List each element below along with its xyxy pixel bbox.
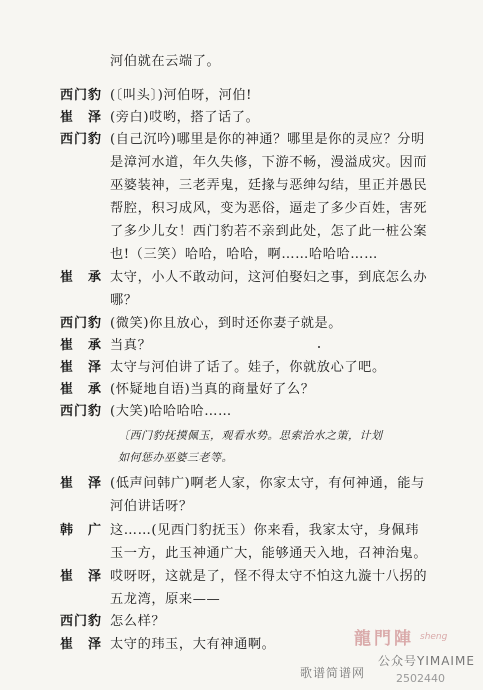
speaker-name: 崔 泽	[60, 637, 103, 652]
speaker-name: 崔 泽	[60, 360, 103, 375]
speaker-name: 崔 承	[60, 338, 103, 353]
dialogue-line: 哪？	[110, 293, 138, 308]
dialogue-line: 也!（三笑）哈哈，哈哈，啊……哈哈哈……	[110, 247, 378, 262]
speaker-name: 崔 承	[60, 382, 103, 397]
watermark-account: 公众号YIMAIME	[378, 654, 475, 668]
speaker-name: 西门豹	[60, 614, 103, 629]
dialogue-line: (自己沉吟)哪里是你的神通？哪里是你的灵应？分明	[110, 132, 425, 147]
watermark-id: 2502440	[396, 672, 445, 685]
dialogue-line: 是漳河水道，年久失修，下游不畅，漫溢成灾。因而	[110, 155, 428, 170]
dialogue-line: 河伯讲话呀？	[110, 499, 193, 514]
dialogue-line: (怀疑地自语)当真的商量好了么？	[110, 382, 315, 397]
speaker-name: 西门豹	[60, 404, 103, 419]
dialogue-line: (旁白)哎哟，搭了话了。	[110, 110, 260, 125]
speaker-name: 崔 承	[60, 270, 103, 285]
dialogue-line: 当真？	[110, 338, 152, 353]
dialogue-line: 巫婆装神，三老弄鬼，廷掾与恶绅勾结，里正并愚民	[110, 178, 428, 193]
speaker-name: 韩 广	[60, 523, 103, 538]
speaker-name: 崔 泽	[60, 110, 103, 125]
speaker-name: 崔 泽	[60, 569, 103, 584]
watermark-caption: 歌谱简谱网	[300, 666, 366, 680]
dialogue-line: 五龙湾，原来——	[110, 592, 221, 607]
dialogue-line: 这……(见西门豹抚玉）你来看，我家太守，身佩玮	[110, 523, 420, 538]
speaker-name: 崔 泽	[60, 476, 103, 491]
dialogue-line: (大笑)哈哈哈哈……	[110, 404, 232, 419]
stage-direction: 〔西门豹抚摸佩玉，观看水势。思索治水之策，计划	[118, 429, 383, 442]
dialogue-line: 太守的玮玉，大有神通啊。	[110, 637, 276, 652]
dialogue-line: 了多少儿女！西门豹若不亲到此处，怎了此一桩公案	[110, 224, 428, 239]
dialogue-line: 玉一方，此玉神通广大，能够通天入地，召神治鬼。	[110, 546, 428, 561]
speaker-name: 西门豹	[60, 316, 103, 331]
dialogue-line: (〔叫头〕)河伯呀，河伯!	[110, 88, 253, 103]
dialogue-line: 怎么样？	[110, 614, 166, 629]
ink-speck	[318, 346, 320, 348]
speaker-name: 西门豹	[60, 88, 103, 103]
dialogue-line: 帮腔，积习成风，变为恶俗，逼走了多少百姓，害死	[110, 201, 428, 216]
watermark-logo-sub: sheng	[420, 632, 448, 642]
dialogue-line: 河伯就在云端了。	[110, 54, 221, 69]
stage-direction: 如何惩办巫婆三老等。	[118, 451, 233, 464]
dialogue-line: 哎呀呀，这就是了，怪不得太守不怕这九漩十八拐的	[110, 569, 428, 584]
dialogue-line: (低声问韩广)啊老人家，你家太守，有何神通，能与	[110, 476, 425, 491]
dialogue-line: (微笑)你且放心，到时还你妻子就是。	[110, 316, 343, 331]
dialogue-line: 太守与河伯讲了话了。娃子，你就放心了吧。	[110, 360, 386, 375]
dialogue-line: 太守，小人不敢动问，这河伯娶妇之事，到底怎么办	[110, 270, 428, 285]
speaker-name: 西门豹	[60, 132, 103, 147]
watermark-logo: 龍門陣	[354, 629, 414, 649]
